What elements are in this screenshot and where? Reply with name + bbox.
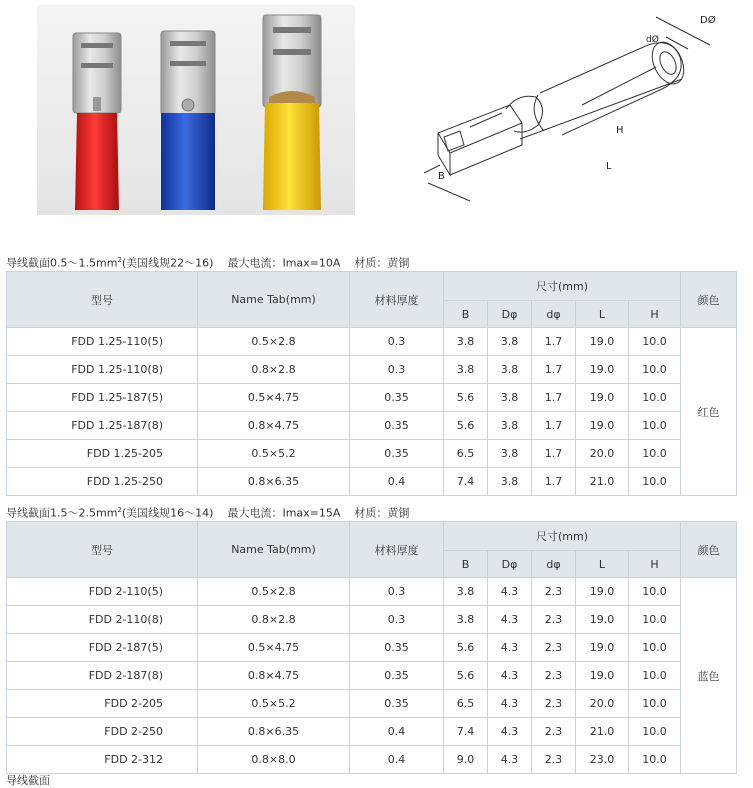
b-cell: 7.4 (444, 468, 488, 496)
terminal-photo-illustration (37, 5, 355, 215)
tab-cell: 0.5×5.2 (198, 440, 350, 468)
color-cell: 蓝色 (681, 578, 737, 774)
d-outer-cell: 4.3 (488, 662, 532, 690)
color-cell: 红色 (681, 328, 737, 496)
thickness-cell: 0.3 (350, 328, 444, 356)
d-outer-cell: 3.8 (488, 328, 532, 356)
h-cell: 10.0 (629, 440, 681, 468)
us-gauge-text: (美国线规22～16) (121, 256, 214, 270)
model-cell: FDD 1.25-187(5) (7, 384, 198, 412)
thickness-cell: 0.35 (350, 662, 444, 690)
model-cell: FDD 2-110(5) (7, 578, 198, 606)
d-outer-cell: 4.3 (488, 718, 532, 746)
terminal-line-drawing (410, 5, 740, 210)
tab-cell: 0.8×6.35 (198, 718, 350, 746)
d-outer-cell: 4.3 (488, 634, 532, 662)
spec-line-2 (6, 503, 409, 521)
l-cell: 19.0 (576, 662, 629, 690)
b-cell: 6.5 (444, 440, 488, 468)
material-text: 材质：黄铜 (354, 506, 410, 520)
tab-cell: 0.8×4.75 (198, 662, 350, 690)
h-cell: 10.0 (629, 690, 681, 718)
h-cell: 10.0 (629, 328, 681, 356)
header-model: 型号 (7, 522, 198, 578)
header-L: L (576, 301, 629, 328)
d-inner-cell: 1.7 (532, 384, 576, 412)
b-cell: 3.8 (444, 606, 488, 634)
dim-label-L: L (606, 161, 612, 172)
d-inner-cell: 1.7 (532, 356, 576, 384)
table-row (7, 662, 737, 690)
l-cell: 19.0 (576, 412, 629, 440)
h-cell: 10.0 (629, 634, 681, 662)
b-cell: 3.8 (444, 356, 488, 384)
tab-cell: 0.8×6.35 (198, 468, 350, 496)
thickness-cell: 0.4 (350, 718, 444, 746)
header-B: B (444, 551, 488, 578)
table-row (7, 384, 737, 412)
tab-cell: 0.5×2.8 (198, 578, 350, 606)
thickness-cell: 0.3 (350, 578, 444, 606)
header-size: 尺寸(mm) (444, 272, 681, 301)
b-cell: 5.6 (444, 634, 488, 662)
l-cell: 20.0 (576, 440, 629, 468)
h-cell: 10.0 (629, 468, 681, 496)
header-L: L (576, 551, 629, 578)
b-cell: 5.6 (444, 412, 488, 440)
table-row (7, 578, 737, 606)
dim-label-d: dØ (646, 35, 659, 45)
sup-2: 2 (117, 256, 122, 264)
l-cell: 19.0 (576, 634, 629, 662)
thickness-cell: 0.3 (350, 606, 444, 634)
spec-line-3-partial: 导线截面 (6, 774, 50, 787)
b-cell: 5.6 (444, 384, 488, 412)
dimension-diagram (410, 5, 740, 210)
l-cell: 20.0 (576, 690, 629, 718)
d-outer-cell: 4.3 (488, 578, 532, 606)
thickness-cell: 0.3 (350, 356, 444, 384)
l-cell: 19.0 (576, 606, 629, 634)
header-B: B (444, 301, 488, 328)
model-cell: FDD 2-312 (7, 746, 198, 774)
cross-section-text: 导线截面1.5～2.5mm (6, 506, 118, 520)
table-row (7, 440, 737, 468)
l-cell: 23.0 (576, 746, 629, 774)
thickness-cell: 0.35 (350, 440, 444, 468)
d-inner-cell: 2.3 (532, 606, 576, 634)
h-cell: 10.0 (629, 606, 681, 634)
d-inner-cell: 1.7 (532, 440, 576, 468)
material-text: 材质：黄铜 (354, 256, 410, 270)
h-cell: 10.0 (629, 412, 681, 440)
dim-label-D: DØ (700, 15, 716, 26)
model-cell: FDD 1.25-187(8) (7, 412, 198, 440)
model-cell: FDD 1.25-205 (7, 440, 198, 468)
h-cell: 10.0 (629, 356, 681, 384)
yellow-terminal (263, 15, 321, 210)
d-inner-cell: 2.3 (532, 578, 576, 606)
header-tab: Name Tab(mm) (198, 522, 350, 578)
header-thickness: 材料厚度 (350, 272, 444, 328)
l-cell: 19.0 (576, 578, 629, 606)
d-outer-cell: 3.8 (488, 468, 532, 496)
model-cell: FDD 2-250 (7, 718, 198, 746)
blue-terminal (161, 31, 215, 210)
b-cell: 5.6 (444, 662, 488, 690)
h-cell: 10.0 (629, 662, 681, 690)
table-2-body (7, 578, 737, 774)
d-inner-cell: 1.7 (532, 412, 576, 440)
b-cell: 9.0 (444, 746, 488, 774)
header-color: 颜色 (681, 272, 737, 328)
d-outer-cell: 3.8 (488, 384, 532, 412)
tab-cell: 0.8×2.8 (198, 356, 350, 384)
l-cell: 21.0 (576, 468, 629, 496)
product-photo (37, 5, 355, 215)
d-inner-cell: 2.3 (532, 662, 576, 690)
l-cell: 21.0 (576, 718, 629, 746)
b-cell: 3.8 (444, 328, 488, 356)
max-current-text: 最大电流：Imax=10A (227, 256, 341, 270)
header-D: Dφ (488, 551, 532, 578)
table-row (7, 328, 737, 356)
model-cell: FDD 2-205 (7, 690, 198, 718)
table-row (7, 468, 737, 496)
l-cell: 19.0 (576, 328, 629, 356)
d-outer-cell: 3.8 (488, 440, 532, 468)
tab-cell: 0.5×5.2 (198, 690, 350, 718)
thickness-cell: 0.35 (350, 384, 444, 412)
tab-cell: 0.5×2.8 (198, 328, 350, 356)
header-d: dφ (532, 301, 576, 328)
thickness-cell: 0.4 (350, 746, 444, 774)
dim-label-B: B (438, 171, 445, 182)
table-row (7, 634, 737, 662)
header-H: H (629, 301, 681, 328)
thickness-cell: 0.35 (350, 412, 444, 440)
d-outer-cell: 3.8 (488, 356, 532, 384)
table-row (7, 356, 737, 384)
model-cell: FDD 2-187(8) (7, 662, 198, 690)
table-row (7, 606, 737, 634)
table-row (7, 690, 737, 718)
l-cell: 19.0 (576, 356, 629, 384)
b-cell: 7.4 (444, 718, 488, 746)
header-thickness: 材料厚度 (350, 522, 444, 578)
d-inner-cell: 1.7 (532, 328, 576, 356)
tab-cell: 0.8×4.75 (198, 412, 350, 440)
d-outer-cell: 4.3 (488, 690, 532, 718)
red-terminal (73, 33, 121, 210)
max-current-text: 最大电流：Imax=15A (227, 506, 341, 520)
spec-table-1 (6, 271, 737, 496)
model-cell: FDD 1.25-250 (7, 468, 198, 496)
h-cell: 10.0 (629, 718, 681, 746)
d-outer-cell: 3.8 (488, 412, 532, 440)
b-cell: 6.5 (444, 690, 488, 718)
cross-section-text: 导线截面0.5～1.5mm (6, 256, 118, 270)
spec-line-1 (6, 253, 409, 271)
header-model: 型号 (7, 272, 198, 328)
header-tab: Name Tab(mm) (198, 272, 350, 328)
table-row (7, 412, 737, 440)
d-outer-cell: 4.3 (488, 746, 532, 774)
model-cell: FDD 2-187(5) (7, 634, 198, 662)
d-inner-cell: 2.3 (532, 690, 576, 718)
header-D: Dφ (488, 301, 532, 328)
tab-cell: 0.5×4.75 (198, 384, 350, 412)
tab-cell: 0.8×2.8 (198, 606, 350, 634)
table-1-body (7, 328, 737, 496)
spec-table-2 (6, 521, 737, 774)
model-cell: FDD 1.25-110(8) (7, 356, 198, 384)
sup-2: 2 (117, 506, 122, 514)
table-row (7, 746, 737, 774)
b-cell: 3.8 (444, 578, 488, 606)
header-d: dφ (532, 551, 576, 578)
d-inner-cell: 2.3 (532, 718, 576, 746)
h-cell: 10.0 (629, 746, 681, 774)
tab-cell: 0.5×4.75 (198, 634, 350, 662)
d-inner-cell: 1.7 (532, 468, 576, 496)
header-H: H (629, 551, 681, 578)
d-inner-cell: 2.3 (532, 746, 576, 774)
h-cell: 10.0 (629, 578, 681, 606)
tab-cell: 0.8×8.0 (198, 746, 350, 774)
header-size: 尺寸(mm) (444, 522, 681, 551)
h-cell: 10.0 (629, 384, 681, 412)
us-gauge-text: (美国线规16～14) (121, 506, 214, 520)
table-row (7, 718, 737, 746)
model-cell: FDD 2-110(8) (7, 606, 198, 634)
thickness-cell: 0.4 (350, 468, 444, 496)
d-outer-cell: 4.3 (488, 606, 532, 634)
thickness-cell: 0.35 (350, 690, 444, 718)
l-cell: 19.0 (576, 384, 629, 412)
model-cell: FDD 1.25-110(5) (7, 328, 198, 356)
d-inner-cell: 2.3 (532, 634, 576, 662)
header-color: 颜色 (681, 522, 737, 578)
thickness-cell: 0.35 (350, 634, 444, 662)
dim-label-H: H (616, 125, 624, 136)
